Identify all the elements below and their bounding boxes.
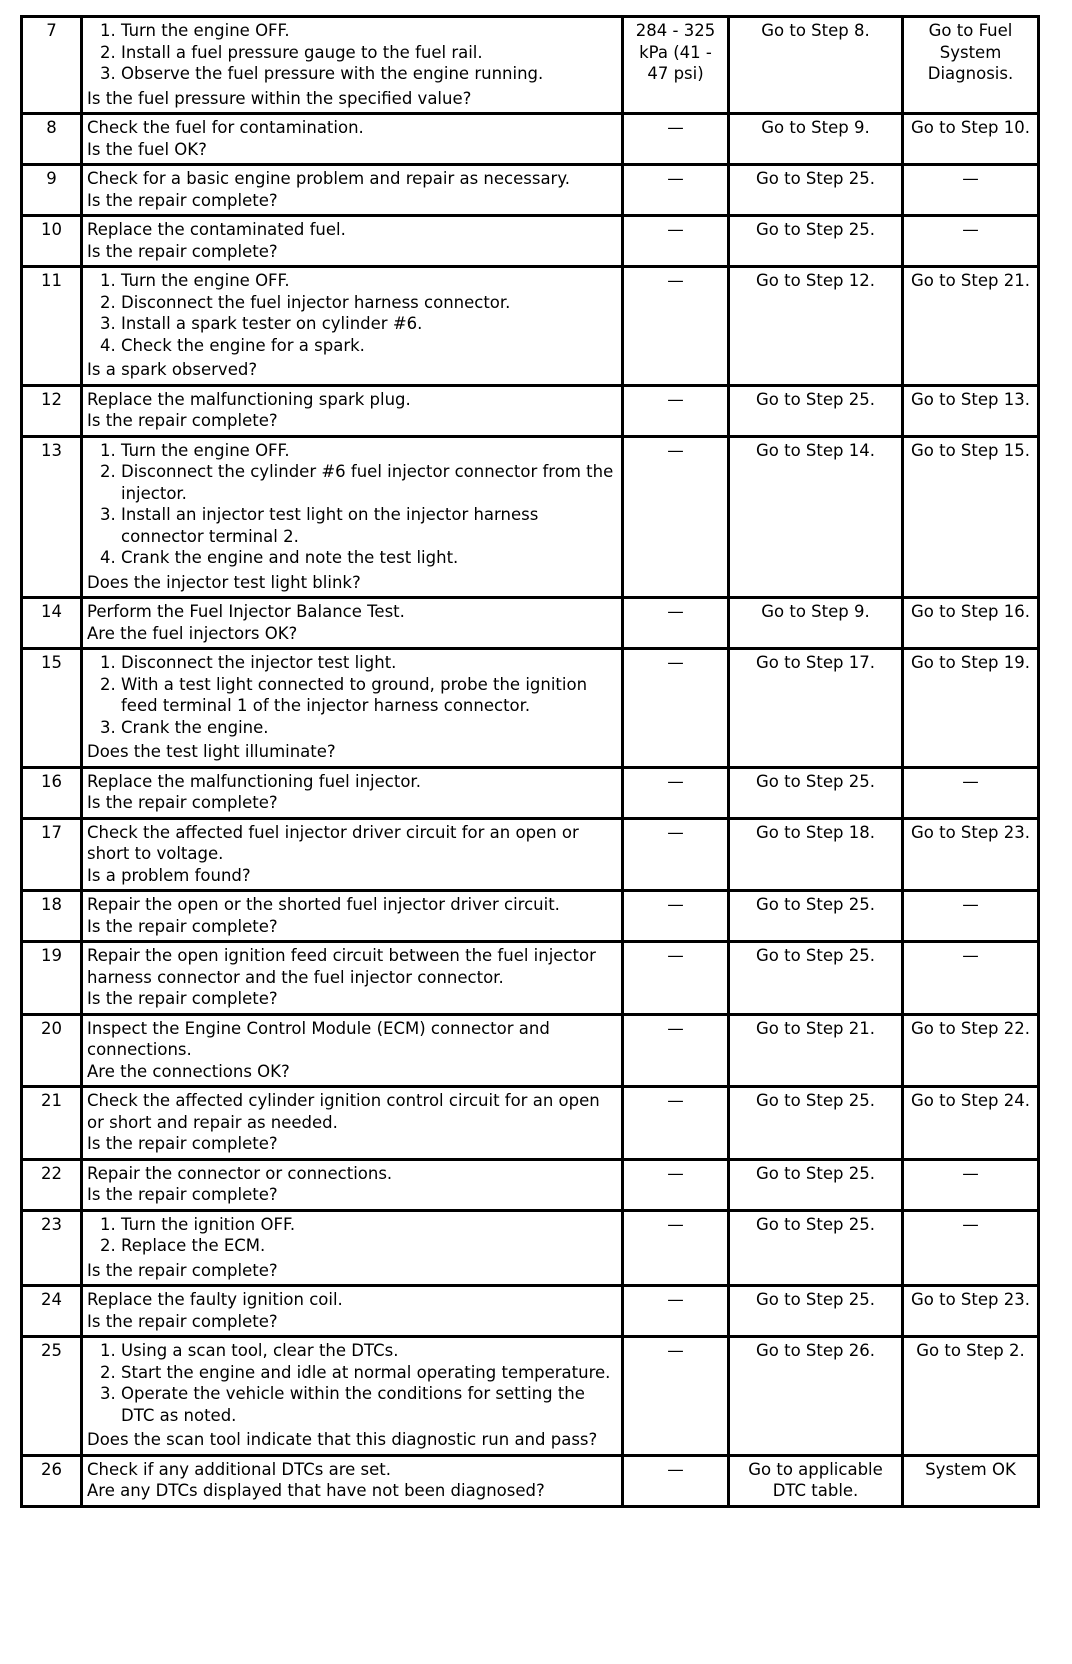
question-text: Is the fuel pressure within the specified value? xyxy=(87,88,472,108)
no-cell: System OK xyxy=(903,1455,1039,1506)
action-cell xyxy=(82,649,623,768)
question-text: Is the repair complete? xyxy=(87,190,278,210)
action-list xyxy=(87,652,617,738)
question-text: Is the fuel OK? xyxy=(87,139,207,159)
action-text: Replace the contaminated fuel. xyxy=(87,220,346,239)
action-list-item: 2. Disconnect the cylinder #6 fuel injector connector from the injector. xyxy=(121,461,617,504)
yes-cell: Go to Step 21. xyxy=(729,1014,903,1087)
table-row xyxy=(22,818,1039,891)
table-row xyxy=(22,216,1039,267)
question-text: Is the repair complete? xyxy=(87,989,278,1008)
step-number: 15 xyxy=(22,649,82,768)
table-row xyxy=(22,1337,1039,1456)
question-text: Is the repair complete? xyxy=(87,1134,278,1153)
step-number: 17 xyxy=(22,818,82,891)
question-text: Is the repair complete? xyxy=(87,916,278,936)
step-number: 21 xyxy=(22,1087,82,1160)
action-cell xyxy=(82,385,623,436)
question-text: Does the test light illuminate? xyxy=(87,742,336,761)
action-list-item: 2. Start the engine and idle at normal operating temperature. xyxy=(121,1362,617,1384)
value-cell: — xyxy=(623,436,729,598)
action-list-item: 4. Check the engine for a spark. xyxy=(121,335,617,357)
no-cell: — xyxy=(903,767,1039,818)
action-cell xyxy=(82,942,623,1015)
yes-cell: Go to Step 17. xyxy=(729,649,903,768)
no-cell: — xyxy=(903,942,1039,1015)
yes-cell: Go to Step 25. xyxy=(729,942,903,1015)
table-row xyxy=(22,891,1039,942)
table-row xyxy=(22,767,1039,818)
value-cell: — xyxy=(623,114,729,165)
value-cell: — xyxy=(623,767,729,818)
diagnostic-table xyxy=(20,15,1040,1508)
step-number: 23 xyxy=(22,1210,82,1286)
value-cell: — xyxy=(623,165,729,216)
yes-cell: Go to Step 9. xyxy=(729,114,903,165)
step-number: 10 xyxy=(22,216,82,267)
question-text: Are the fuel injectors OK? xyxy=(87,623,298,643)
step-number: 25 xyxy=(22,1337,82,1456)
value-cell: — xyxy=(623,1014,729,1087)
table-row xyxy=(22,649,1039,768)
no-cell: — xyxy=(903,1210,1039,1286)
yes-cell: Go to Step 25. xyxy=(729,1286,903,1337)
no-cell: — xyxy=(903,891,1039,942)
table-row xyxy=(22,1014,1039,1087)
yes-cell: Go to Step 14. xyxy=(729,436,903,598)
action-text: Repair the open ignition feed circuit between the fuel injector harness connector and the fuel injector connector. xyxy=(87,946,596,987)
question-text: Is the repair complete? xyxy=(87,1260,278,1280)
action-cell xyxy=(82,1087,623,1160)
step-number: 14 xyxy=(22,598,82,649)
value-cell: — xyxy=(623,942,729,1015)
action-text: Check for a basic engine problem and repair as necessary. xyxy=(87,169,570,188)
value-cell: — xyxy=(623,1337,729,1456)
table-row xyxy=(22,267,1039,386)
action-text: Check the affected fuel injector driver circuit for an open or short to voltage. xyxy=(87,822,579,863)
step-number: 11 xyxy=(22,267,82,386)
no-cell: Go to Step 15. xyxy=(903,436,1039,598)
yes-cell: Go to applicable DTC table. xyxy=(729,1455,903,1506)
value-cell: — xyxy=(623,1087,729,1160)
step-number: 12 xyxy=(22,385,82,436)
action-list-item: 1. Turn the engine OFF. xyxy=(121,440,617,462)
yes-cell: Go to Step 25. xyxy=(729,767,903,818)
action-cell xyxy=(82,114,623,165)
action-text: Repair the connector or connections. xyxy=(87,1163,393,1183)
value-cell: — xyxy=(623,1455,729,1506)
action-list-item: 1. Turn the engine OFF. xyxy=(121,270,617,292)
table-row xyxy=(22,1286,1039,1337)
question-text: Is the repair complete? xyxy=(87,793,278,812)
yes-cell: Go to Step 25. xyxy=(729,1159,903,1210)
action-text: Perform the Fuel Injector Balance Test. xyxy=(87,602,405,621)
action-cell xyxy=(82,891,623,942)
step-number: 7 xyxy=(22,17,82,114)
action-cell xyxy=(82,818,623,891)
step-number: 9 xyxy=(22,165,82,216)
action-cell xyxy=(82,1210,623,1286)
action-list xyxy=(87,440,617,569)
question-text: Are any DTCs displayed that have not been diagnosed? xyxy=(87,1481,545,1500)
yes-cell: Go to Step 8. xyxy=(729,17,903,114)
value-cell: — xyxy=(623,267,729,386)
no-cell: Go to Fuel System Diagnosis. xyxy=(903,17,1039,114)
table-row xyxy=(22,1210,1039,1286)
no-cell: Go to Step 21. xyxy=(903,267,1039,386)
action-list-item: 3. Install a spark tester on cylinder #6. xyxy=(121,313,617,335)
step-number: 19 xyxy=(22,942,82,1015)
action-cell xyxy=(82,598,623,649)
yes-cell: Go to Step 25. xyxy=(729,1210,903,1286)
table-row xyxy=(22,165,1039,216)
question-text: Does the scan tool indicate that this diagnostic run and pass? xyxy=(87,1430,598,1449)
action-list-item: 2. Disconnect the fuel injector harness connector. xyxy=(121,292,617,314)
action-text: Replace the malfunctioning fuel injector. xyxy=(87,771,421,791)
action-list-item: 1. Turn the ignition OFF. xyxy=(121,1214,617,1236)
yes-cell: Go to Step 25. xyxy=(729,216,903,267)
value-cell: — xyxy=(623,1286,729,1337)
action-list-item: 1. Disconnect the injector test light. xyxy=(121,652,617,674)
action-text: Check the affected cylinder ignition control circuit for an open or short and repair as needed. xyxy=(87,1091,600,1132)
yes-cell: Go to Step 25. xyxy=(729,891,903,942)
action-text: Check the fuel for contamination. xyxy=(87,118,364,137)
action-list-item: 3. Operate the vehicle within the conditions for setting the DTC as noted. xyxy=(121,1383,617,1426)
question-text: Does the injector test light blink? xyxy=(87,572,361,592)
yes-cell: Go to Step 26. xyxy=(729,1337,903,1456)
value-cell: — xyxy=(623,891,729,942)
step-number: 13 xyxy=(22,436,82,598)
action-list-item: 2. Install a fuel pressure gauge to the fuel rail. xyxy=(121,42,617,64)
yes-cell: Go to Step 9. xyxy=(729,598,903,649)
action-cell xyxy=(82,267,623,386)
question-text: Is a spark observed? xyxy=(87,360,258,379)
action-cell xyxy=(82,1337,623,1456)
action-list-item: 4. Crank the engine and note the test light. xyxy=(121,547,617,569)
action-cell xyxy=(82,767,623,818)
no-cell: Go to Step 16. xyxy=(903,598,1039,649)
table-row xyxy=(22,385,1039,436)
question-text: Is the repair complete? xyxy=(87,1185,278,1204)
action-text: Check if any additional DTCs are set. xyxy=(87,1459,391,1479)
table-row xyxy=(22,17,1039,114)
no-cell: — xyxy=(903,1159,1039,1210)
no-cell: — xyxy=(903,165,1039,216)
action-list xyxy=(87,20,617,85)
table-row xyxy=(22,114,1039,165)
question-text: Is a problem found? xyxy=(87,865,251,885)
step-number: 26 xyxy=(22,1455,82,1506)
step-number: 18 xyxy=(22,891,82,942)
step-number: 20 xyxy=(22,1014,82,1087)
action-cell xyxy=(82,1014,623,1087)
value-cell: — xyxy=(623,1159,729,1210)
action-list-item: 2. With a test light connected to ground, probe the ignition feed terminal 1 of the injector harness connector. xyxy=(121,674,617,717)
action-list xyxy=(87,1340,617,1426)
action-list-item: 2. Replace the ECM. xyxy=(121,1235,617,1257)
action-list xyxy=(87,1214,617,1257)
question-text: Is the repair complete? xyxy=(87,1311,278,1331)
table-row xyxy=(22,942,1039,1015)
value-cell: — xyxy=(623,1210,729,1286)
value-cell: — xyxy=(623,818,729,891)
no-cell: Go to Step 24. xyxy=(903,1087,1039,1160)
yes-cell: Go to Step 25. xyxy=(729,165,903,216)
no-cell: Go to Step 22. xyxy=(903,1014,1039,1087)
action-cell xyxy=(82,436,623,598)
action-cell xyxy=(82,1286,623,1337)
table-row xyxy=(22,436,1039,598)
value-cell: — xyxy=(623,216,729,267)
table-row xyxy=(22,1087,1039,1160)
action-list-item: 3. Observe the fuel pressure with the engine running. xyxy=(121,63,617,85)
yes-cell: Go to Step 12. xyxy=(729,267,903,386)
action-text: Inspect the Engine Control Module (ECM) connector and connections. xyxy=(87,1018,550,1059)
diagnostic-table-body xyxy=(22,17,1039,1507)
value-cell: — xyxy=(623,385,729,436)
action-cell xyxy=(82,216,623,267)
step-number: 22 xyxy=(22,1159,82,1210)
value-cell: — xyxy=(623,598,729,649)
step-number: 16 xyxy=(22,767,82,818)
no-cell: Go to Step 23. xyxy=(903,1286,1039,1337)
action-cell xyxy=(82,1455,623,1506)
no-cell: — xyxy=(903,216,1039,267)
action-list xyxy=(87,270,617,356)
action-text: Replace the faulty ignition coil. xyxy=(87,1290,343,1309)
action-text: Replace the malfunctioning spark plug. xyxy=(87,389,411,409)
action-list-item: 1. Using a scan tool, clear the DTCs. xyxy=(121,1340,617,1362)
value-cell: — xyxy=(623,649,729,768)
no-cell: Go to Step 10. xyxy=(903,114,1039,165)
question-text: Is the repair complete? xyxy=(87,411,278,430)
table-row xyxy=(22,1159,1039,1210)
yes-cell: Go to Step 25. xyxy=(729,1087,903,1160)
value-cell: 284 - 325 kPa (41 - 47 psi) xyxy=(623,17,729,114)
action-cell xyxy=(82,165,623,216)
no-cell: Go to Step 2. xyxy=(903,1337,1039,1456)
no-cell: Go to Step 19. xyxy=(903,649,1039,768)
action-text: Repair the open or the shorted fuel injector driver circuit. xyxy=(87,895,560,914)
action-cell xyxy=(82,1159,623,1210)
action-cell xyxy=(82,17,623,114)
table-row xyxy=(22,598,1039,649)
table-row xyxy=(22,1455,1039,1506)
action-list-item: 1. Turn the engine OFF. xyxy=(121,20,617,42)
action-list-item: 3. Crank the engine. xyxy=(121,717,617,739)
no-cell: Go to Step 13. xyxy=(903,385,1039,436)
step-number: 8 xyxy=(22,114,82,165)
step-number: 24 xyxy=(22,1286,82,1337)
action-list-item: 3. Install an injector test light on the injector harness connector terminal 2. xyxy=(121,504,617,547)
yes-cell: Go to Step 25. xyxy=(729,385,903,436)
no-cell: Go to Step 23. xyxy=(903,818,1039,891)
question-text: Is the repair complete? xyxy=(87,241,278,261)
yes-cell: Go to Step 18. xyxy=(729,818,903,891)
question-text: Are the connections OK? xyxy=(87,1061,290,1081)
